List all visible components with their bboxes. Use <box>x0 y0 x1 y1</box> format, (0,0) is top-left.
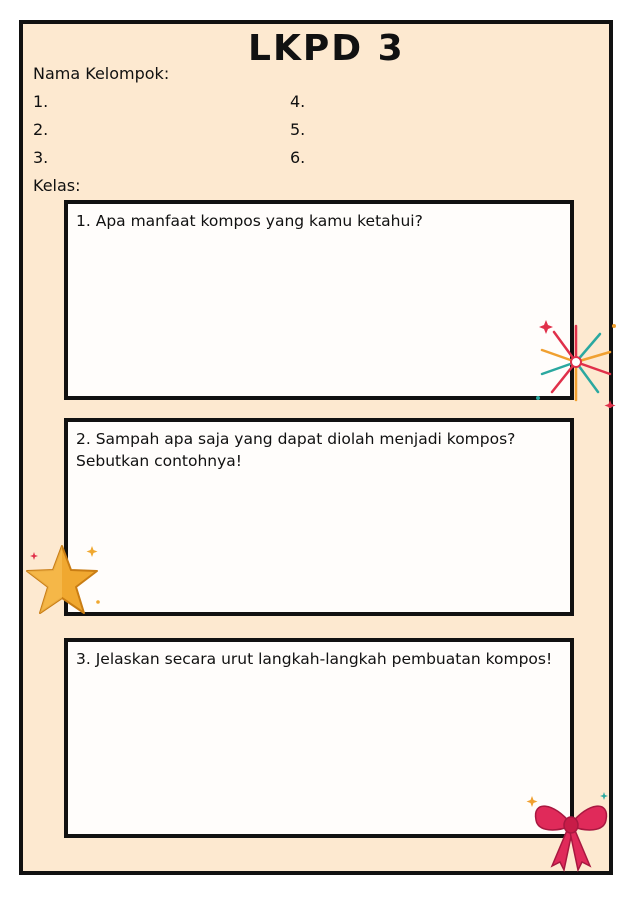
member-number-6: 6. <box>290 148 306 167</box>
ribbon-bow-icon <box>524 788 618 874</box>
member-number-4: 4. <box>290 92 306 111</box>
member-number-5: 5. <box>290 120 306 139</box>
member-number-3: 3. <box>33 148 49 167</box>
star-icon <box>20 540 104 620</box>
question-text-2: 2. Sampah apa saja yang dapat diolah menjadi kompos? Sebutkan contohnya! <box>76 430 516 470</box>
question-text-1: 1. Apa manfaat kompos yang kamu ketahui? <box>76 212 423 230</box>
question-box-2 <box>64 418 574 616</box>
class-label: Kelas: <box>33 176 81 195</box>
group-name-label: Nama Kelompok: <box>33 64 170 83</box>
member-number-2: 2. <box>33 120 49 139</box>
question-box-1 <box>64 200 574 400</box>
firework-icon <box>530 312 622 408</box>
question-text-3: 3. Jelaskan secara urut langkah-langkah pembuatan kompos! <box>76 650 553 668</box>
member-number-1: 1. <box>33 92 49 111</box>
question-box-3 <box>64 638 574 838</box>
worksheet-title: LKPD 3 <box>248 28 405 69</box>
